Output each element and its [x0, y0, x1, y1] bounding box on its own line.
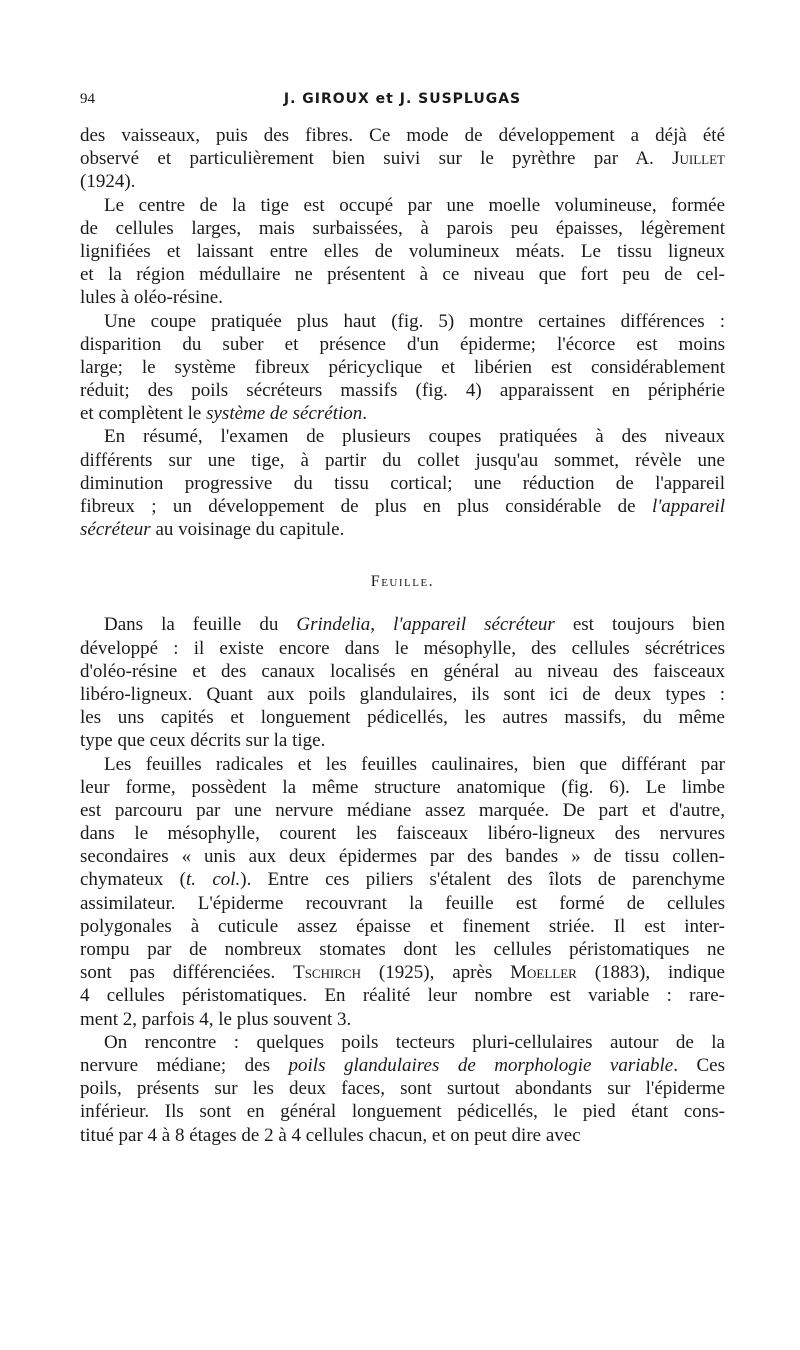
text-span: sont pas différenciées.	[80, 962, 294, 984]
text-span: et la région médullaire ne présentent à ce niveau que fort peu de cel-	[80, 264, 725, 286]
text-span: leur forme, possèdent la même structure anatomique (fig. 6). Le limbe	[80, 776, 725, 798]
text-span: lignifiées et laissant entre elles de volumineux méats. Le tissu ligneux	[80, 240, 725, 262]
text-span: développé : il existe encore dans le mésophylle, des cellules sécrétrices	[80, 637, 725, 659]
text-span: 4 cellules péristomatiques. En réalité leur nombre est variable : rare-	[80, 985, 725, 1007]
text-span: observé et particulièrement bien suivi sur le pyrèthre par A.	[80, 148, 673, 170]
text-span: (1883), indique	[576, 962, 725, 984]
paragraph	[80, 753, 725, 1031]
text-span: ment 2, parfois 4, le plus souvent 3.	[80, 1008, 352, 1030]
author-name: Juillet	[672, 148, 725, 170]
text-line	[80, 915, 725, 938]
text-span: poils, présents sur les deux faces, sont surtout abondants sur l'épiderme	[80, 1078, 725, 1100]
section-heading: Feuille.	[370, 573, 435, 591]
text-span: assimilateur. L'épiderme recouvrant la feuille est formé de cellules	[80, 892, 725, 914]
text-span: On rencontre : quelques poils tecteurs pluri-cellulaires autour de la	[104, 1031, 725, 1053]
text-span: chymateux (	[80, 869, 186, 891]
text-line	[80, 1077, 725, 1100]
text-line	[80, 472, 725, 495]
text-span: type que ceux décrits sur la tige.	[80, 730, 326, 752]
italic-text: système de sécrétion	[206, 403, 363, 425]
text-line	[80, 170, 725, 193]
italic-text: t. col.	[186, 869, 241, 891]
text-line	[80, 660, 725, 683]
page-number: 94	[80, 91, 95, 107]
text-line	[80, 425, 725, 448]
text-span: différents sur une tige, à partir du collet jusqu'au sommet, révèle une	[80, 449, 725, 471]
text-span: (1924).	[80, 171, 136, 193]
text-span: Une coupe pratiquée plus haut (fig. 5) montre certaines différences :	[104, 310, 725, 332]
author-name: Moeller	[510, 962, 577, 984]
text-line	[80, 822, 725, 845]
text-line	[80, 379, 725, 402]
text-span: lules à oléo-résine.	[80, 287, 223, 309]
running-title: J. GIROUX et J. SUSPLUGAS	[283, 91, 522, 107]
body-text	[80, 124, 725, 1147]
text-span: dans le mésophylle, courent les faisceaux libéro-ligneux des nervures	[80, 823, 725, 845]
text-line	[80, 147, 725, 170]
text-span: nervure médiane; des	[80, 1054, 289, 1076]
text-line	[80, 683, 725, 706]
text-span: inférieur. Ils sont en général longuement pédicellés, le pied étant cons-	[80, 1101, 725, 1123]
text-span: est parcouru par une nervure médiane assez marquée. De part et d'autre,	[80, 799, 725, 821]
italic-text: sécréteur	[80, 519, 151, 541]
text-span: disparition du suber et présence d'un épiderme; l'écorce est moins	[80, 333, 725, 355]
text-line	[80, 1054, 725, 1077]
text-line	[80, 449, 725, 472]
paragraph	[80, 194, 725, 310]
text-line	[80, 868, 725, 891]
text-line	[80, 217, 725, 240]
text-span: est toujours bien	[554, 614, 726, 636]
text-line	[80, 938, 725, 961]
text-line	[80, 194, 725, 217]
paragraph	[80, 1031, 725, 1147]
text-span: réduit; des poils sécréteurs massifs (fig. 4) apparaissent en périphérie	[80, 380, 725, 402]
text-span: fibreux ; un développement de plus en plus considérable de	[80, 496, 652, 517]
page-header	[80, 91, 725, 115]
text-span: Les feuilles radicales et les feuilles caulinaires, bien que différant par	[104, 753, 725, 775]
paragraph	[80, 124, 725, 194]
text-line	[80, 706, 725, 729]
text-line	[80, 961, 725, 984]
text-span: les uns capités et longuement pédicellés, les autres massifs, du même	[80, 707, 725, 729]
text-line	[80, 892, 725, 915]
italic-text: poils glandulaires de morphologie variable	[288, 1054, 674, 1076]
italic-text: l'appareil sécréteur	[393, 614, 555, 636]
text-span: de cellules larges, mais surbaissées, à parois peu épaisses, légèrement	[80, 217, 725, 239]
text-line	[80, 1031, 725, 1054]
text-span: ). Entre ces piliers s'étalent des îlots de parenchyme	[240, 869, 725, 891]
text-line	[80, 1008, 725, 1031]
text-line	[80, 776, 725, 799]
text-line	[80, 637, 725, 660]
text-line	[80, 518, 725, 541]
text-line	[80, 124, 725, 147]
text-line	[80, 753, 725, 776]
text-span: polygonales à cuticule assez épaisse et finement striée. Il est inter-	[80, 915, 725, 937]
text-span: secondaires « unis aux deux épidermes par des bandes » de tissu collen-	[80, 846, 725, 868]
text-span: des vaisseaux, puis des fibres. Ce mode de développement a déjà été	[80, 125, 725, 146]
text-span: .	[362, 403, 368, 425]
text-line	[80, 729, 725, 752]
text-line	[80, 402, 725, 425]
text-line	[80, 240, 725, 263]
text-span: libéro-ligneux. Quant aux poils glandulaires, ils sont ici de deux types :	[80, 683, 725, 705]
text-line	[80, 263, 725, 286]
text-span: au voisinage du capitule.	[150, 519, 345, 541]
paragraph	[80, 613, 725, 752]
text-span: rompu par de nombreux stomates dont les cellules péristomatiques ne	[80, 939, 725, 960]
text-line	[80, 613, 725, 636]
text-line	[80, 310, 725, 333]
text-span: et complètent le	[80, 403, 207, 425]
text-span: Dans la feuille du	[104, 614, 297, 636]
text-span: (1925), après	[361, 962, 511, 984]
italic-text: l'appareil	[651, 496, 725, 517]
text-line	[80, 356, 725, 379]
text-line	[80, 799, 725, 822]
text-span: Le centre de la tige est occupé par une moelle volumineuse, formée	[104, 194, 725, 216]
text-line	[80, 845, 725, 868]
text-span: d'oléo-résine et des canaux localisés en général au niveau des faisceaux	[80, 660, 725, 682]
text-line	[80, 1124, 725, 1147]
text-span: diminution progressive du tissu cortical; une réduction de l'appareil	[80, 472, 725, 494]
text-line	[80, 333, 725, 356]
italic-text: Grindelia	[296, 614, 371, 636]
author-name: Tschirch	[293, 962, 362, 984]
text-span: En résumé, l'examen de plusieurs coupes pratiquées à des niveaux	[104, 426, 725, 448]
text-span: titué par 4 à 8 étages de 2 à 4 cellules chacun, et on peut dire avec	[80, 1124, 581, 1146]
paragraph	[80, 310, 725, 426]
text-line	[80, 286, 725, 309]
text-span: ,	[370, 614, 394, 636]
paragraph	[80, 425, 725, 541]
text-span: . Ces	[673, 1054, 726, 1076]
text-span: large; le système fibreux péricyclique et libérien est considérablement	[80, 356, 725, 378]
text-line	[80, 495, 725, 518]
text-line	[80, 984, 725, 1007]
text-line	[80, 1100, 725, 1123]
